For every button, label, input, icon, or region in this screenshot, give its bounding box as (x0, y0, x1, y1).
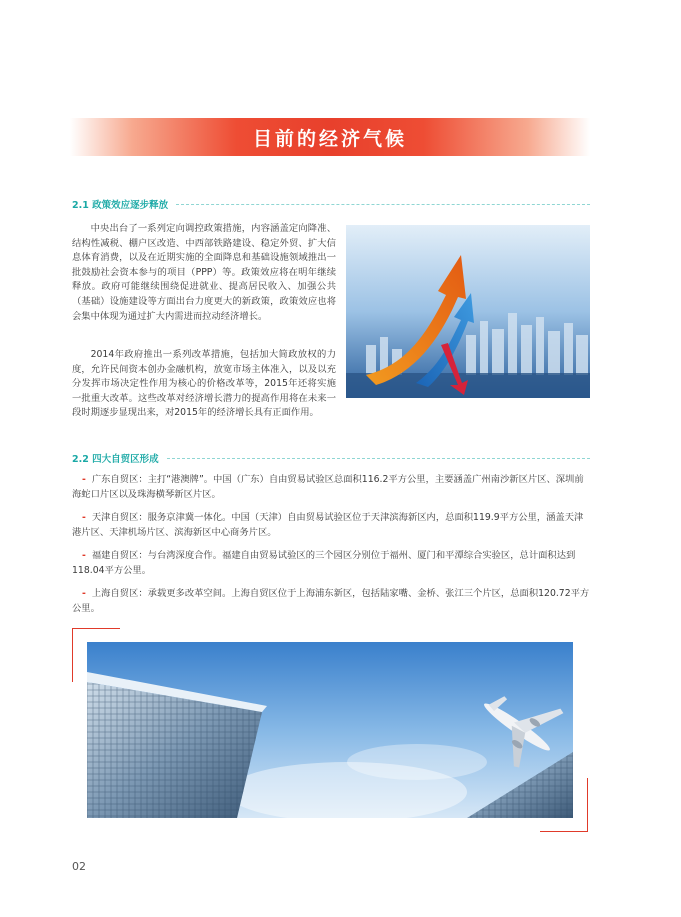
page-number: 02 (72, 860, 86, 873)
section-title: 2.1 政策效应逐步释放 (72, 200, 169, 211)
bullet-dash: - (82, 512, 86, 523)
bullet-dash: - (82, 550, 86, 561)
bullet-dash: - (82, 588, 86, 599)
paragraph-policy: 中央出台了一系列定向调控政策措施，内容涵盖定向降准、结构性减税、棚户区改造、中西部铁路建设、稳定外贸、扩大信息体育消费，以及在近期实施的全面降息和基础设施领域推出一批鼓励社会资本参与的项目（PPP）等。政策效应将在明年继续释放。政府可能继续围绕促进就业、提高居民收入、加强公共（基础）设施建设等方面出台力度更大的新政策，政策效应也将会集中体现为通过扩大内需进而拉动经济增长。 (72, 223, 336, 322)
list-item-text: 上海自贸区：承载更多改革空间。上海自贸区位于上海浦东新区，包括陆家嘴、金桥、张江三个片区，总面积120.72平方公里。 (72, 588, 590, 614)
dashed-divider (167, 458, 590, 459)
section-heading-2-2 (72, 451, 590, 465)
list-item (72, 549, 590, 578)
paragraph-reform: 2014年政府推出一系列改革措施，包括加大简政放权的力度，允许民间资本创办金融机构，放宽市场主体准入，以及以充分发挥市场决定性作用为核心的价格改革等，2015年还将实施一批重大改革。这些改革对经济增长潜力的提高作用将在未来一段时期逐步显现出来，对2015年的经济增长具有正面作用。 (72, 349, 336, 419)
list-item-text: 广东自贸区：主打“港澳牌”。中国（广东）自由贸易试验区总面积116.2平方公里，主要涵盖广州南沙新区片区、深圳前海蛇口片区以及珠海横琴新区片区。 (72, 474, 584, 500)
page-title: 目前的经济气候 (252, 127, 407, 150)
list-item-text: 福建自贸区：与台湾深度合作。福建自由贸易试验区的三个园区分别位于福州、厦门和平潭综合实验区，总计面积达到118.04平方公里。 (72, 550, 576, 576)
section-title: 2.2 四大自贸区形成 (72, 454, 159, 465)
list-item (72, 473, 590, 502)
list-item (72, 511, 590, 540)
list-item (72, 587, 590, 616)
bullet-dash: - (82, 474, 86, 485)
skyscraper-airplane-image (87, 642, 573, 818)
section-heading-2-1 (72, 197, 590, 211)
growth-arrow-city-image (346, 225, 590, 398)
list-item-text: 天津自贸区：服务京津冀一体化。中国（天津）自由贸易试验区位于天津滨海新区内，总面积119.9平方公里，涵盖天津港片区、天津机场片区、滨海新区中心商务片区。 (72, 512, 584, 538)
dashed-divider (176, 204, 590, 205)
title-banner (70, 118, 590, 156)
